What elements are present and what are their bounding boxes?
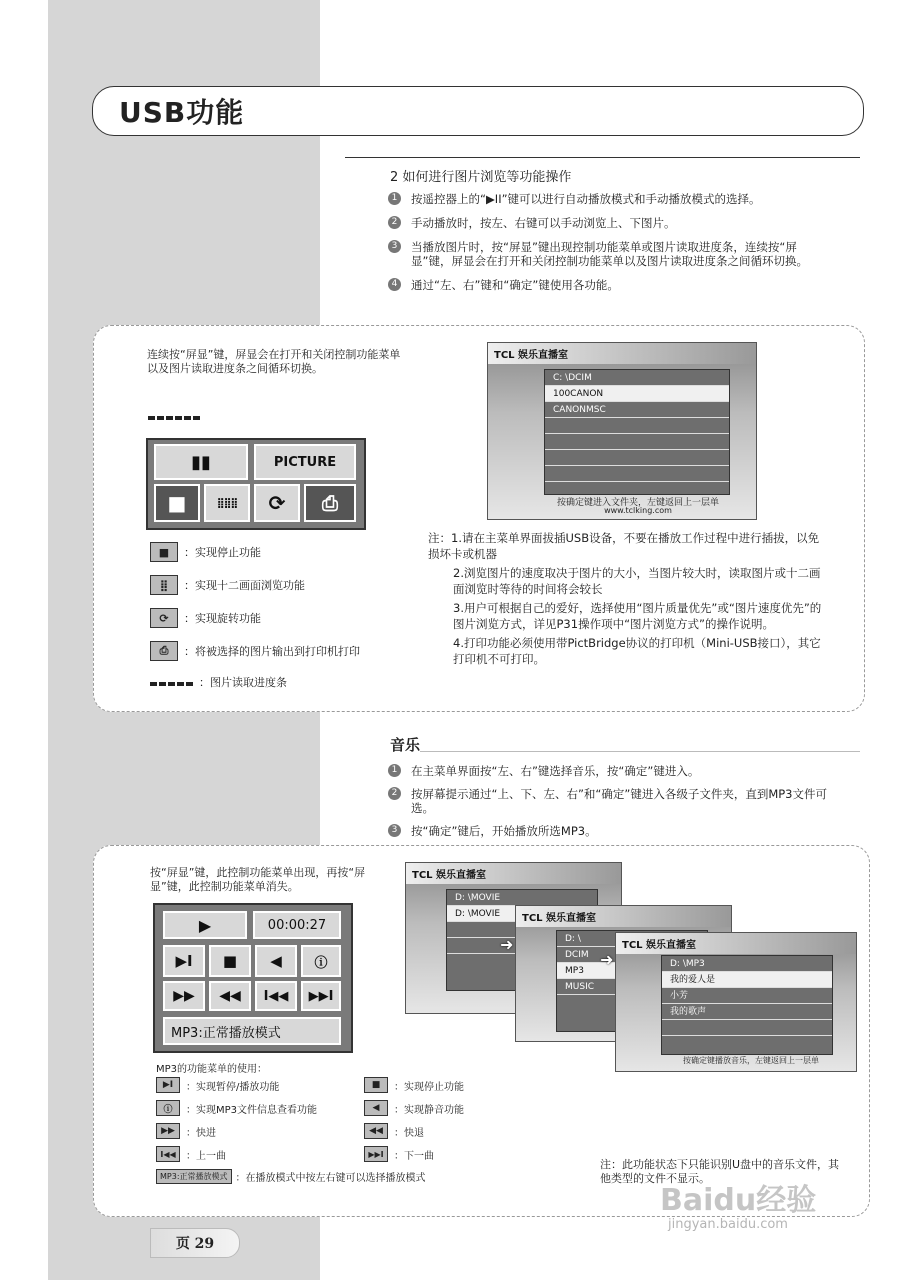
photo-panel-intro: 连续按“屏显”键，屏显会在打开和关闭控制功能菜单以及图片读取进度条之间循环切换。 [147,348,401,375]
bullet-2-icon: 2 [388,216,401,229]
picture-control-menu [146,438,366,530]
mp3-control-menu [153,903,353,1053]
photo-step-3: 3 当播放图片时，按“屏显”键出现控制功能菜单或图片读取进度条，连续按“屏显”键，屏显会在打开和关闭控制功能菜单以及图片读取进度条之间循环切换。 [388,240,828,268]
legend-stop: ■ ：实现停止功能 [364,1077,464,1093]
music-step-2: 2 按屏幕提示通过“上、下、左、右”和“确定”键进入各级子文件夹，直到MP3文件可选。 [388,787,828,815]
page-header [92,86,864,136]
legend-grid: ⣿ ：实现十二画面浏览功能 [150,575,360,595]
music-divider [420,751,860,752]
arrow-right-icon: ➜ [600,950,614,969]
music-screen-3 [615,932,857,1072]
rotate-button[interactable]: ⟳ [254,484,300,522]
photo-step-4: 4 通过“左、右”键和“确定”键使用各功能。 [388,278,828,292]
note-1: 注：1.请在主菜单界面拔插USB设备，不要在播放工作过程中进行插拔，以免损坏卡或机器 [428,531,820,561]
mp3-legend-right [364,1077,464,1162]
file-row[interactable]: D: \ [557,931,707,947]
stop-button[interactable]: ■ [209,945,251,977]
file-row-selected[interactable]: 我的爱人是 [662,972,832,988]
time-display: 00:00:27 [253,911,341,939]
bullet-4-icon: 4 [388,278,401,291]
mp3-usage-title: MP3的功能菜单的使用： [156,1064,268,1075]
picture-mode-button[interactable]: PICTURE [254,444,356,480]
photo-step-2: 2 手动播放时，按左、右键可以手动浏览上、下图片。 [388,216,828,230]
file-row[interactable] [545,418,729,434]
section-divider [345,157,860,158]
file-row[interactable]: D: \MOVIE [447,890,597,906]
mode-label: MP3:正常播放模式 [156,1169,232,1184]
screen-brand: TCL 娱乐直播室 [516,906,731,927]
previous-icon: I◀◀ [156,1146,180,1162]
music-panel-intro: 按“屏显”键，此控制功能菜单出现，再按“屏显”键，此控制功能菜单消失。 [150,866,366,893]
watermark-url: jingyan.baidu.com [668,1217,788,1232]
note-2: 2.浏览图片的速度取决于图片的大小，当图片较大时，读取图片或十二画面浏览时等待的时间将会较长 [453,566,821,596]
legend-next: ▶▶I ：下一曲 [364,1146,464,1162]
info-icon: ⓘ [156,1100,180,1116]
music-steps [388,764,828,838]
page-number: 页 29 [150,1228,240,1258]
legend-fast-forward: ▶▶ ：快进 [156,1123,426,1139]
play-indicator: ▶ [163,911,247,939]
screen-footer: 按确定键进入文件夹，左键返回上一层单 [556,498,719,508]
legend-print: ⎙ ：将被选择的图片输出到打印机打印 [150,641,360,661]
stop-icon: ■ [150,542,178,562]
file-row[interactable]: C: \DCIM [545,370,729,386]
screen-footer: 按确定键播放音乐，左键返回上一层单 [683,1056,819,1065]
arrow-right-icon: ➜ [500,935,514,954]
pause-button[interactable]: ▮▮ [154,444,248,480]
play-mode-selector[interactable]: MP3:正常播放模式 [163,1017,341,1045]
music-step-1: 1 在主菜单界面按“左、右”键选择音乐，按“确定”键进入。 [388,764,828,778]
legend-mute: ◀ ：实现静音功能 [364,1100,464,1116]
photo-section-title: 2 如何进行图片浏览等功能操作 [390,170,572,185]
rewind-icon: ◀◀ [364,1123,388,1139]
music-file-list-3 [661,955,833,1055]
rotate-icon: ⟳ [150,608,178,628]
screen-brand: TCL 娱乐直播室 [488,343,756,364]
file-row[interactable] [545,466,729,482]
previous-button[interactable]: I◀◀ [255,981,297,1011]
mute-button[interactable]: ◀ [255,945,297,977]
play-pause-button[interactable]: ▶I [163,945,205,977]
legend-progress: ：图片读取进度条 [150,674,360,690]
fast-forward-icon: ▶▶ [156,1123,180,1139]
bullet-3-icon: 3 [388,824,401,837]
grid-view-button[interactable]: ⣿⣿⣿ [204,484,250,522]
mute-icon: ◀ [364,1100,388,1116]
note-4: 4.打印功能必须使用带PictBridge协议的打印机（Mini-USB接口），其它打印机不可打印。 [453,636,821,666]
stop-button[interactable]: ■ [154,484,200,522]
photo-legend [150,542,360,690]
legend-info: ⓘ ：实现MP3文件信息查看功能 [156,1100,426,1116]
file-row[interactable]: D: \MP3 [662,956,832,972]
print-icon: ⎙ [150,641,178,661]
bullet-1-icon: 1 [388,192,401,205]
next-button[interactable]: ▶▶I [301,981,341,1011]
print-button[interactable]: ⎙ [304,484,356,522]
legend-stop: ■ ：实现停止功能 [150,542,360,562]
screen-brand: TCL 娱乐直播室 [406,863,621,884]
note-3: 3.用户可根据自己的爱好，选择使用“图片质量优先”或“图片速度优先”的图片浏览方式，详见P31操作项中“图片浏览方式”的操作说明。 [453,601,822,631]
file-row-selected[interactable]: 100CANON [545,386,729,402]
legend-mode: MP3:正常播放模式 ：在播放模式中按左右键可以选择播放模式 [156,1169,426,1184]
screen-brand: TCL 娱乐直播室 [616,933,856,954]
photo-file-list [544,369,730,495]
legend-play-pause: ▶I ：实现暂停/播放功能 [156,1077,426,1093]
bullet-2-icon: 2 [388,787,401,800]
bullet-1-icon: 1 [388,764,401,777]
progress-bar-sample [148,405,202,424]
music-note: 注：此功能状态下只能识别U盘中的音乐文件，其他类型的文件不显示。 [600,1158,840,1185]
file-row-selected[interactable]: MP3 [557,963,707,979]
info-button[interactable]: ⓘ [301,945,341,977]
fast-forward-button[interactable]: ▶▶ [163,981,205,1011]
rewind-button[interactable]: ◀◀ [209,981,251,1011]
photo-notes [428,530,828,667]
legend-previous: I◀◀ ：上一曲 [156,1146,426,1162]
stop-icon: ■ [364,1077,388,1093]
photo-browser-screen [487,342,757,520]
music-step-3: 3 按“确定”键后，开始播放所选MP3。 [388,824,828,838]
file-row[interactable]: DCIM [557,947,707,963]
next-icon: ▶▶I [364,1146,388,1162]
play-pause-icon: ▶I [156,1077,180,1093]
screen-url: www.tclking.com [604,506,672,515]
file-row[interactable]: MUSIC [557,979,707,995]
file-row[interactable]: CANONMSC [545,402,729,418]
file-row[interactable] [662,1020,832,1036]
music-section-title: 音乐 [390,736,421,754]
page-title: USB功能 [119,96,245,129]
file-row[interactable]: 小芳 [662,988,832,1004]
legend-rotate: ⟳ ：实现旋转功能 [150,608,360,628]
photo-step-1: 1 按遥控器上的“▶II”键可以进行自动播放模式和手动播放模式的选择。 [388,192,828,206]
legend-rewind: ◀◀ ：快退 [364,1123,464,1139]
watermark-logo: Baidu经验 [660,1183,817,1218]
photo-steps [388,192,828,292]
file-row[interactable]: 我的歌声 [662,1004,832,1020]
grid-icon: ⣿ [150,575,178,595]
file-row-selected[interactable]: D: \MOVIE [447,906,597,922]
file-row[interactable] [545,434,729,450]
bullet-3-icon: 3 [388,240,401,253]
file-row[interactable] [545,450,729,466]
